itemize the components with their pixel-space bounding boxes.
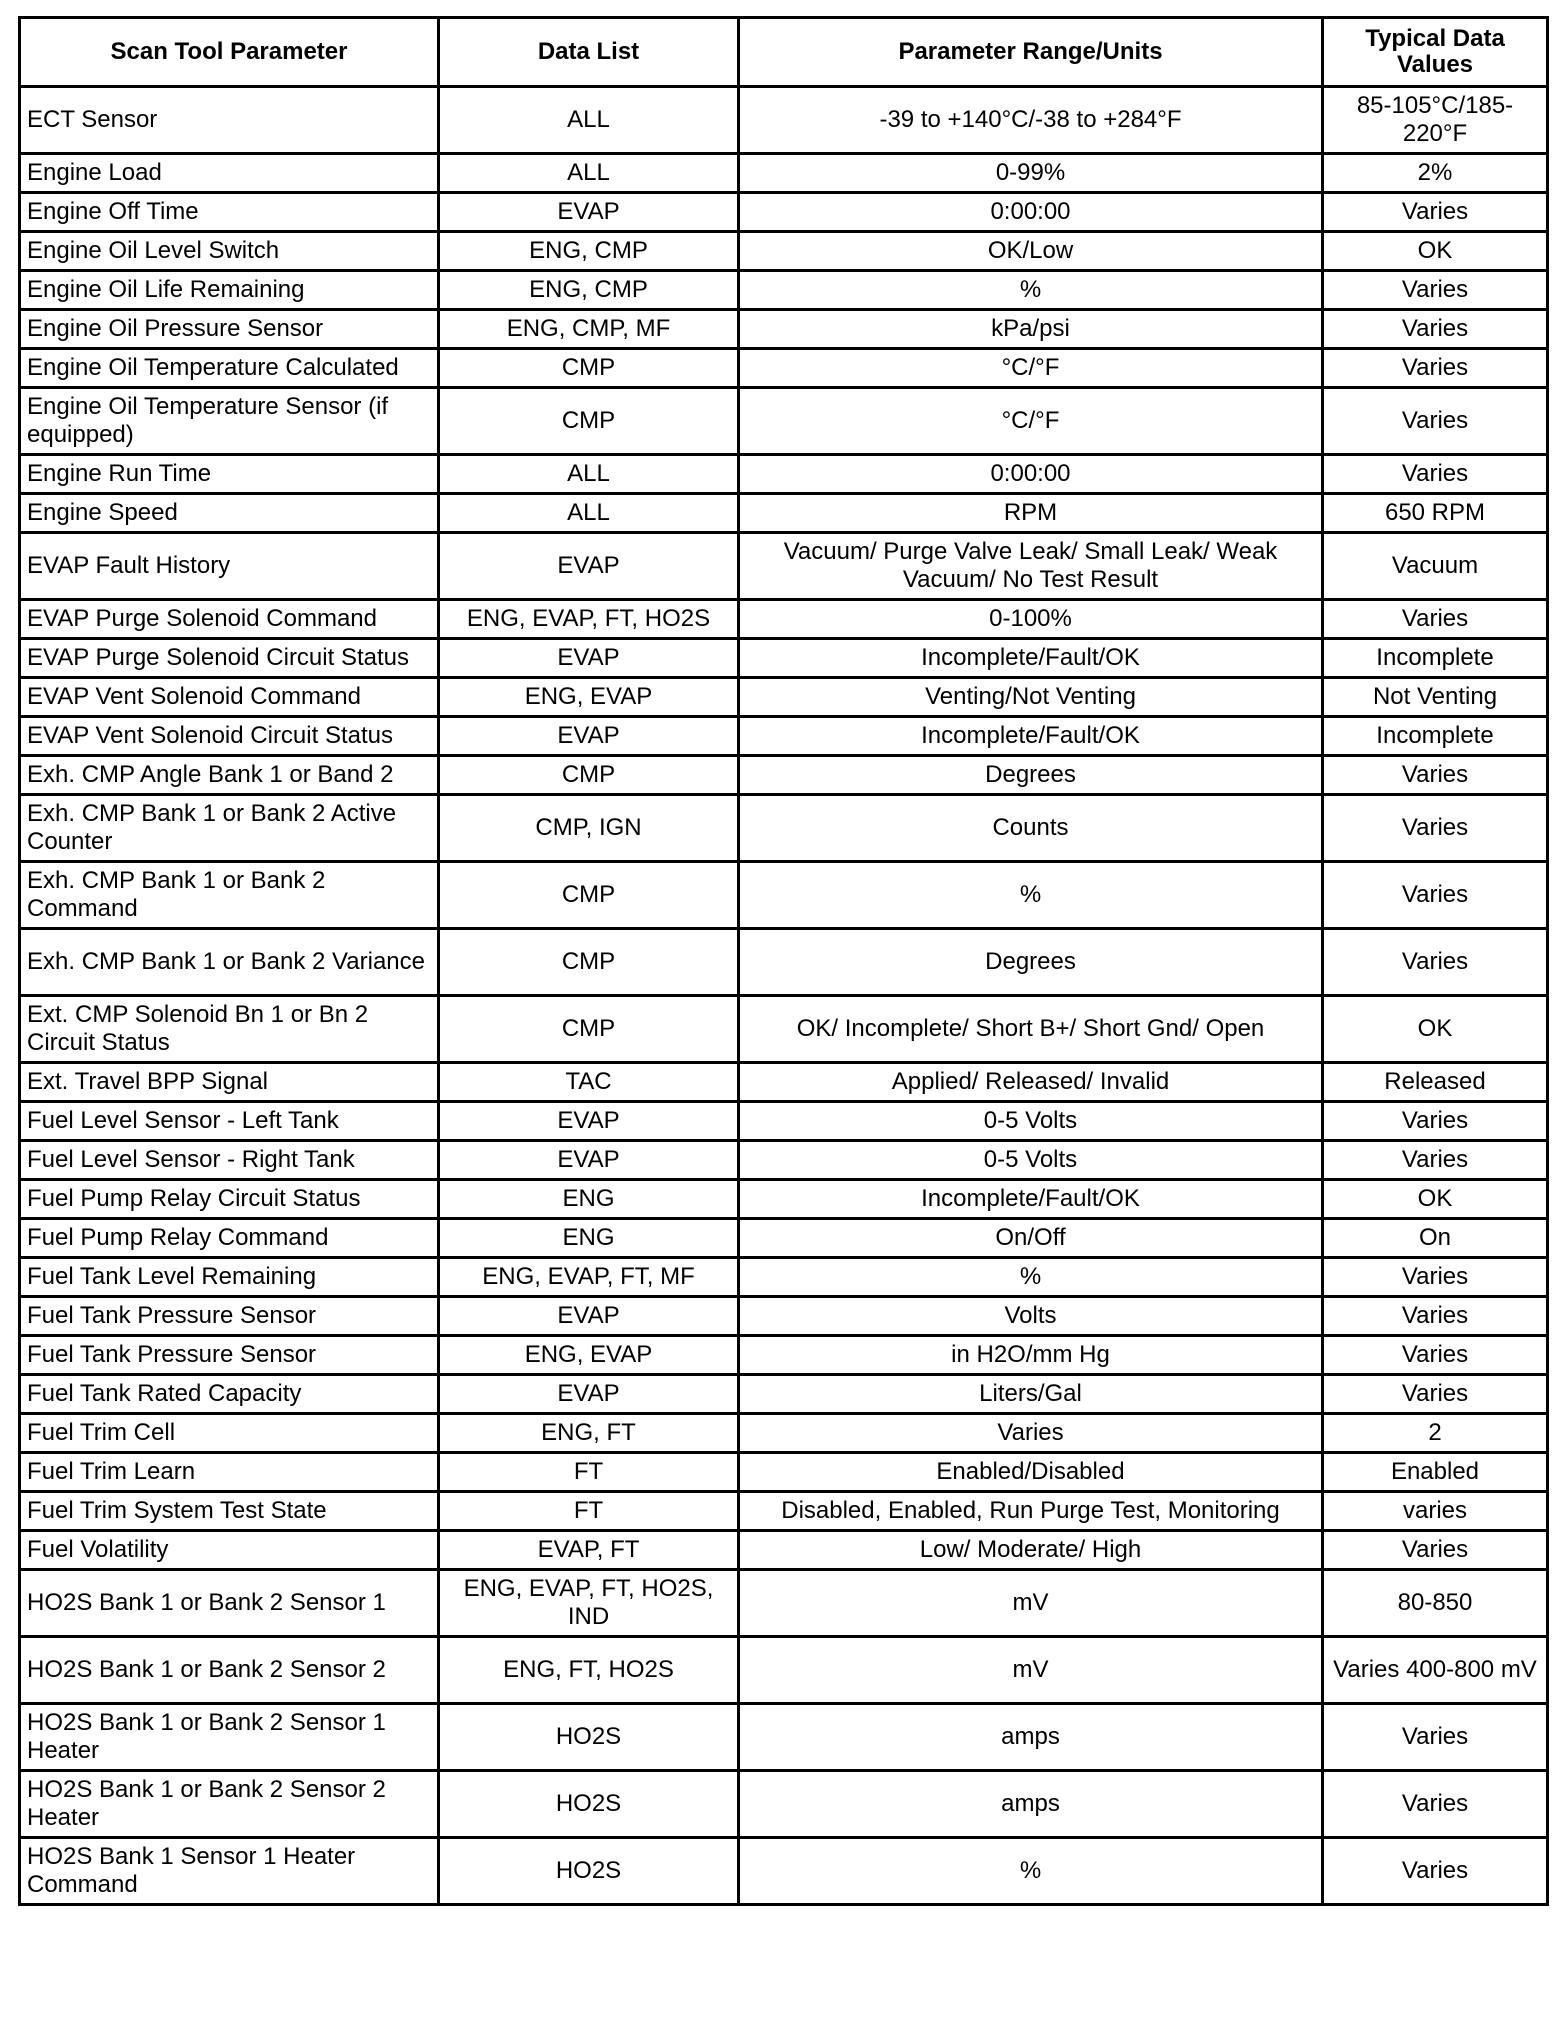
cell-parameter: Engine Oil Pressure Sensor — [20, 310, 439, 349]
cell-typical-value: OK — [1323, 1180, 1548, 1219]
cell-typical-value: Varies — [1323, 1336, 1548, 1375]
cell-range-units: Liters/Gal — [739, 1375, 1323, 1414]
cell-parameter: Fuel Volatility — [20, 1531, 439, 1570]
table-row — [20, 271, 1548, 310]
cell-data-list: ALL — [439, 494, 739, 533]
cell-range-units: Enabled/Disabled — [739, 1453, 1323, 1492]
cell-typical-value: Varies — [1323, 756, 1548, 795]
cell-typical-value: Incomplete — [1323, 717, 1548, 756]
cell-typical-value: Varies — [1323, 388, 1548, 455]
cell-range-units: Disabled, Enabled, Run Purge Test, Monitoring — [739, 1492, 1323, 1531]
table-row — [20, 1531, 1548, 1570]
cell-parameter: Fuel Trim Learn — [20, 1453, 439, 1492]
cell-typical-value: Incomplete — [1323, 639, 1548, 678]
cell-data-list: EVAP — [439, 1375, 739, 1414]
table-row — [20, 533, 1548, 600]
cell-typical-value: Varies — [1323, 600, 1548, 639]
table-row — [20, 1102, 1548, 1141]
cell-parameter: Engine Oil Temperature Calculated — [20, 349, 439, 388]
header-scan-tool-parameter: Scan Tool Parameter — [20, 18, 439, 87]
cell-typical-value: Varies — [1323, 455, 1548, 494]
cell-typical-value: Enabled — [1323, 1453, 1548, 1492]
cell-parameter: Engine Oil Temperature Sensor (if equipped) — [20, 388, 439, 455]
cell-parameter: Engine Off Time — [20, 193, 439, 232]
cell-range-units: Volts — [739, 1297, 1323, 1336]
header-parameter-range-units: Parameter Range/Units — [739, 18, 1323, 87]
cell-parameter: Fuel Level Sensor - Left Tank — [20, 1102, 439, 1141]
cell-data-list: ENG — [439, 1180, 739, 1219]
cell-data-list: CMP — [439, 349, 739, 388]
cell-typical-value: Varies — [1323, 1102, 1548, 1141]
table-row — [20, 795, 1548, 862]
cell-typical-value: Varies — [1323, 1297, 1548, 1336]
cell-parameter: EVAP Vent Solenoid Command — [20, 678, 439, 717]
cell-range-units: % — [739, 862, 1323, 929]
cell-typical-value: Varies — [1323, 1771, 1548, 1838]
header-data-list: Data List — [439, 18, 739, 87]
cell-typical-value: Varies — [1323, 795, 1548, 862]
table-row — [20, 756, 1548, 795]
cell-data-list: ENG, CMP, MF — [439, 310, 739, 349]
cell-typical-value: Varies 400-800 mV — [1323, 1637, 1548, 1704]
cell-range-units: Counts — [739, 795, 1323, 862]
cell-typical-value: Varies — [1323, 1838, 1548, 1905]
table-row — [20, 1063, 1548, 1102]
table-row — [20, 1180, 1548, 1219]
table-row — [20, 1258, 1548, 1297]
cell-range-units: 0-5 Volts — [739, 1102, 1323, 1141]
table-row — [20, 87, 1548, 154]
table-row — [20, 1375, 1548, 1414]
cell-range-units: 0:00:00 — [739, 193, 1323, 232]
cell-range-units: Varies — [739, 1414, 1323, 1453]
table-row — [20, 1637, 1548, 1704]
table-row — [20, 1838, 1548, 1905]
cell-typical-value: Varies — [1323, 1375, 1548, 1414]
cell-range-units: kPa/psi — [739, 310, 1323, 349]
cell-data-list: HO2S — [439, 1704, 739, 1771]
cell-typical-value: Varies — [1323, 1141, 1548, 1180]
cell-typical-value: Varies — [1323, 929, 1548, 996]
table-row — [20, 1704, 1548, 1771]
cell-parameter: Engine Speed — [20, 494, 439, 533]
cell-typical-value: On — [1323, 1219, 1548, 1258]
cell-data-list: ALL — [439, 87, 739, 154]
cell-range-units: 0-100% — [739, 600, 1323, 639]
cell-range-units: Degrees — [739, 756, 1323, 795]
cell-range-units: amps — [739, 1771, 1323, 1838]
cell-parameter: EVAP Purge Solenoid Circuit Status — [20, 639, 439, 678]
cell-typical-value: Released — [1323, 1063, 1548, 1102]
cell-data-list: CMP — [439, 388, 739, 455]
cell-parameter: Fuel Trim System Test State — [20, 1492, 439, 1531]
cell-typical-value: Varies — [1323, 193, 1548, 232]
cell-data-list: CMP, IGN — [439, 795, 739, 862]
cell-data-list: CMP — [439, 996, 739, 1063]
table-row — [20, 717, 1548, 756]
cell-typical-value: Varies — [1323, 1258, 1548, 1297]
cell-data-list: ENG, FT — [439, 1414, 739, 1453]
table-row — [20, 1771, 1548, 1838]
cell-typical-value: Varies — [1323, 862, 1548, 929]
cell-parameter: Ext. Travel BPP Signal — [20, 1063, 439, 1102]
table-row — [20, 1219, 1548, 1258]
cell-typical-value: Not Venting — [1323, 678, 1548, 717]
table-row — [20, 1414, 1548, 1453]
cell-parameter: Fuel Tank Rated Capacity — [20, 1375, 439, 1414]
table-row — [20, 193, 1548, 232]
cell-typical-value: Varies — [1323, 1531, 1548, 1570]
cell-range-units: 0-99% — [739, 154, 1323, 193]
cell-typical-value: 80-850 — [1323, 1570, 1548, 1637]
cell-data-list: EVAP, FT — [439, 1531, 739, 1570]
cell-range-units: in H2O/mm Hg — [739, 1336, 1323, 1375]
table-row — [20, 678, 1548, 717]
table-row — [20, 1570, 1548, 1637]
cell-parameter: Fuel Tank Level Remaining — [20, 1258, 439, 1297]
cell-parameter: Fuel Pump Relay Command — [20, 1219, 439, 1258]
cell-range-units: OK/Low — [739, 232, 1323, 271]
cell-range-units: Venting/Not Venting — [739, 678, 1323, 717]
cell-parameter: EVAP Purge Solenoid Command — [20, 600, 439, 639]
table-body — [20, 87, 1548, 1905]
cell-data-list: CMP — [439, 862, 739, 929]
cell-data-list: CMP — [439, 929, 739, 996]
cell-data-list: FT — [439, 1453, 739, 1492]
cell-parameter: Fuel Trim Cell — [20, 1414, 439, 1453]
cell-data-list: HO2S — [439, 1838, 739, 1905]
table-row — [20, 1297, 1548, 1336]
cell-parameter: HO2S Bank 1 or Bank 2 Sensor 2 Heater — [20, 1771, 439, 1838]
cell-typical-value: 85-105°C/185-220°F — [1323, 87, 1548, 154]
cell-range-units: mV — [739, 1637, 1323, 1704]
cell-data-list: ENG, EVAP, FT, MF — [439, 1258, 739, 1297]
cell-data-list: ENG, EVAP, FT, HO2S, IND — [439, 1570, 739, 1637]
cell-typical-value: varies — [1323, 1492, 1548, 1531]
cell-parameter: EVAP Fault History — [20, 533, 439, 600]
cell-typical-value: Varies — [1323, 271, 1548, 310]
cell-typical-value: 2 — [1323, 1414, 1548, 1453]
cell-range-units: On/Off — [739, 1219, 1323, 1258]
scan-tool-parameter-table — [18, 16, 1549, 1906]
table-row — [20, 996, 1548, 1063]
cell-parameter: Fuel Level Sensor - Right Tank — [20, 1141, 439, 1180]
cell-range-units: % — [739, 1838, 1323, 1905]
cell-data-list: ENG, EVAP — [439, 1336, 739, 1375]
cell-typical-value: Varies — [1323, 1704, 1548, 1771]
cell-parameter: ECT Sensor — [20, 87, 439, 154]
cell-typical-value: 650 RPM — [1323, 494, 1548, 533]
cell-data-list: ENG, FT, HO2S — [439, 1637, 739, 1704]
cell-range-units: Incomplete/Fault/OK — [739, 1180, 1323, 1219]
cell-data-list: ENG — [439, 1219, 739, 1258]
cell-parameter: Engine Oil Level Switch — [20, 232, 439, 271]
cell-range-units: Incomplete/Fault/OK — [739, 717, 1323, 756]
cell-range-units: Incomplete/Fault/OK — [739, 639, 1323, 678]
cell-data-list: EVAP — [439, 533, 739, 600]
cell-typical-value: OK — [1323, 232, 1548, 271]
cell-data-list: ALL — [439, 154, 739, 193]
table-row — [20, 1492, 1548, 1531]
cell-typical-value: OK — [1323, 996, 1548, 1063]
cell-parameter: Exh. CMP Angle Bank 1 or Band 2 — [20, 756, 439, 795]
cell-parameter: Fuel Pump Relay Circuit Status — [20, 1180, 439, 1219]
cell-range-units: -39 to +140°C/-38 to +284°F — [739, 87, 1323, 154]
cell-data-list: EVAP — [439, 717, 739, 756]
cell-range-units: RPM — [739, 494, 1323, 533]
cell-data-list: CMP — [439, 756, 739, 795]
table-row — [20, 1453, 1548, 1492]
cell-parameter: Fuel Tank Pressure Sensor — [20, 1297, 439, 1336]
table-row — [20, 154, 1548, 193]
cell-parameter: EVAP Vent Solenoid Circuit Status — [20, 717, 439, 756]
cell-range-units: % — [739, 1258, 1323, 1297]
cell-data-list: EVAP — [439, 639, 739, 678]
cell-typical-value: Varies — [1323, 310, 1548, 349]
table-header-row — [20, 18, 1548, 87]
table-row — [20, 1141, 1548, 1180]
cell-parameter: Engine Oil Life Remaining — [20, 271, 439, 310]
cell-parameter: HO2S Bank 1 or Bank 2 Sensor 1 Heater — [20, 1704, 439, 1771]
cell-typical-value: Vacuum — [1323, 533, 1548, 600]
table-row — [20, 310, 1548, 349]
table-row — [20, 639, 1548, 678]
table-row — [20, 862, 1548, 929]
table-row — [20, 455, 1548, 494]
cell-parameter: Exh. CMP Bank 1 or Bank 2 Command — [20, 862, 439, 929]
cell-data-list: TAC — [439, 1063, 739, 1102]
table-row — [20, 600, 1548, 639]
cell-range-units: Low/ Moderate/ High — [739, 1531, 1323, 1570]
cell-parameter: Ext. CMP Solenoid Bn 1 or Bn 2 Circuit Status — [20, 996, 439, 1063]
cell-data-list: ENG, CMP — [439, 271, 739, 310]
cell-range-units: Vacuum/ Purge Valve Leak/ Small Leak/ Weak Vacuum/ No Test Result — [739, 533, 1323, 600]
cell-data-list: EVAP — [439, 193, 739, 232]
cell-data-list: EVAP — [439, 1141, 739, 1180]
cell-range-units: 0-5 Volts — [739, 1141, 1323, 1180]
cell-range-units: OK/ Incomplete/ Short B+/ Short Gnd/ Open — [739, 996, 1323, 1063]
cell-range-units: mV — [739, 1570, 1323, 1637]
table-row — [20, 349, 1548, 388]
table-row — [20, 232, 1548, 271]
table-row — [20, 494, 1548, 533]
cell-parameter: Fuel Tank Pressure Sensor — [20, 1336, 439, 1375]
cell-data-list: HO2S — [439, 1771, 739, 1838]
cell-parameter: Engine Run Time — [20, 455, 439, 494]
cell-data-list: FT — [439, 1492, 739, 1531]
cell-data-list: ENG, CMP — [439, 232, 739, 271]
cell-parameter: HO2S Bank 1 or Bank 2 Sensor 2 — [20, 1637, 439, 1704]
cell-parameter: HO2S Bank 1 Sensor 1 Heater Command — [20, 1838, 439, 1905]
table-row — [20, 388, 1548, 455]
cell-data-list: ALL — [439, 455, 739, 494]
cell-data-list: ENG, EVAP — [439, 678, 739, 717]
cell-range-units: °C/°F — [739, 388, 1323, 455]
cell-data-list: ENG, EVAP, FT, HO2S — [439, 600, 739, 639]
table-row — [20, 929, 1548, 996]
cell-data-list: EVAP — [439, 1102, 739, 1141]
cell-parameter: Exh. CMP Bank 1 or Bank 2 Variance — [20, 929, 439, 996]
header-typical-data-values: Typical Data Values — [1323, 18, 1548, 87]
cell-range-units: Degrees — [739, 929, 1323, 996]
cell-parameter: Engine Load — [20, 154, 439, 193]
cell-typical-value: 2% — [1323, 154, 1548, 193]
cell-range-units: amps — [739, 1704, 1323, 1771]
cell-parameter: HO2S Bank 1 or Bank 2 Sensor 1 — [20, 1570, 439, 1637]
table-row — [20, 1336, 1548, 1375]
cell-parameter: Exh. CMP Bank 1 or Bank 2 Active Counter — [20, 795, 439, 862]
cell-typical-value: Varies — [1323, 349, 1548, 388]
cell-range-units: Applied/ Released/ Invalid — [739, 1063, 1323, 1102]
cell-range-units: °C/°F — [739, 349, 1323, 388]
cell-range-units: 0:00:00 — [739, 455, 1323, 494]
cell-range-units: % — [739, 271, 1323, 310]
cell-data-list: EVAP — [439, 1297, 739, 1336]
